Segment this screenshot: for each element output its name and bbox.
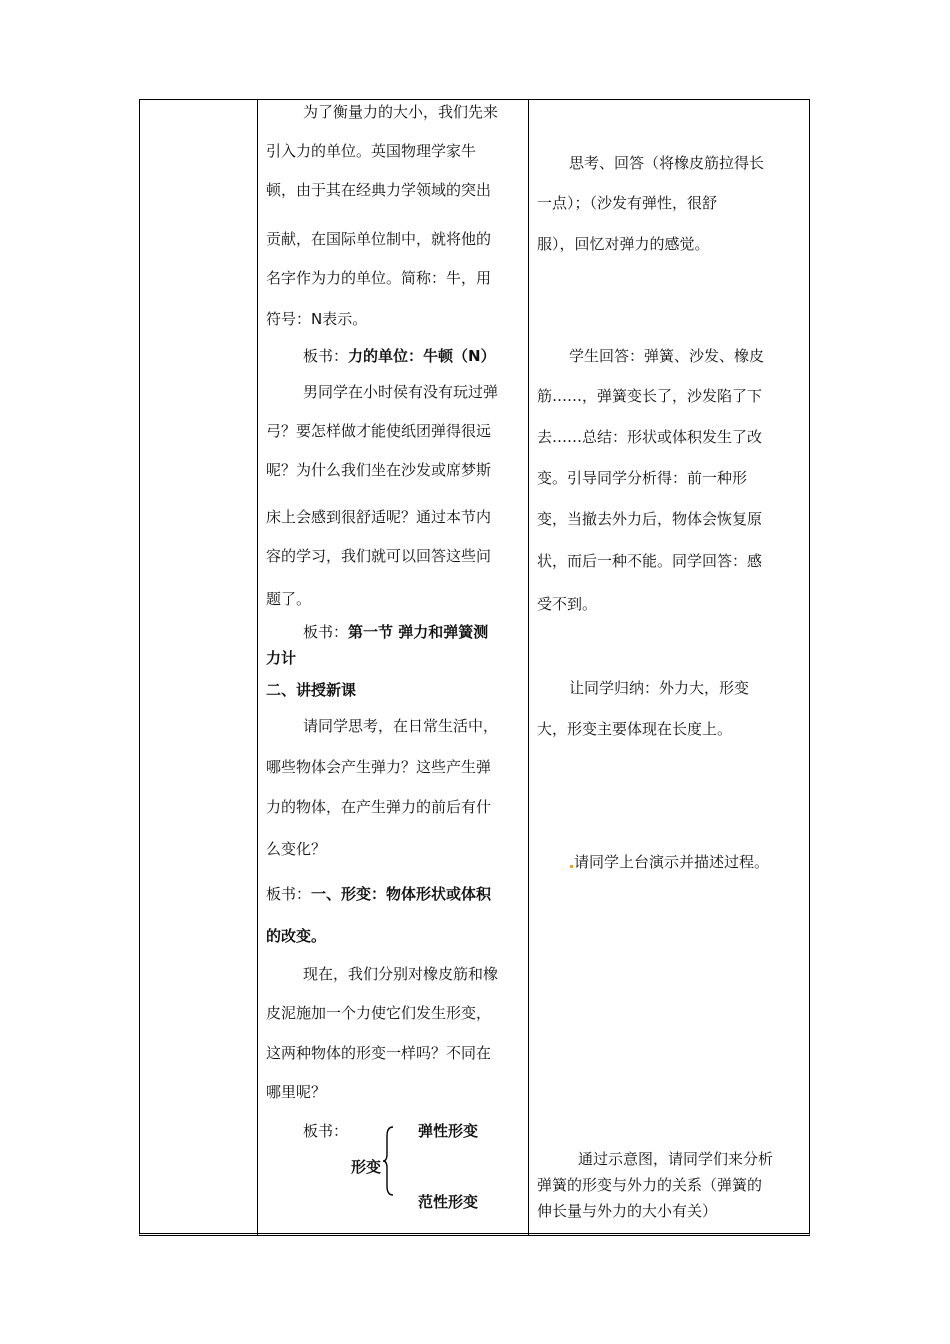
diagram-branch-top: 弹性形变 — [418, 1122, 479, 1140]
column-divider-1 — [257, 99, 258, 1236]
paragraph-line: 题了。 — [266, 590, 312, 608]
column-divider-2 — [528, 99, 529, 1236]
paragraph-line: 哪些物体会产生弹力？这些产生弹 — [266, 758, 492, 776]
paragraph-line: 容的学习，我们就可以回答这些问 — [266, 547, 492, 565]
paragraph-line: 名字作为力的单位。简称：牛，用 — [266, 269, 492, 287]
paragraph-line: 么变化？ — [266, 840, 327, 858]
paragraph-line: 变。引导同学分析得：前一种形 — [537, 469, 748, 487]
paragraph-line: 床上会感到很舒适呢？通过本节内 — [266, 508, 492, 526]
paragraph-line: 请同学思考，在日常生活中， — [303, 717, 499, 735]
paragraph-line: 通过示意图，请同学们来分析 — [578, 1150, 774, 1168]
paragraph-line: 大，形变主要体现在长度上。 — [537, 720, 733, 738]
orange-dot-mark — [570, 865, 573, 868]
paragraph-line: 现在，我们分别对橡皮筋和橡 — [303, 965, 499, 983]
paragraph-line: 筋……，弹簧变长了，沙发陷了下 — [537, 387, 763, 405]
paragraph-line: 服），回忆对弹力的感觉。 — [537, 235, 710, 253]
paragraph-line: 让同学归纳：外力大，形变 — [569, 679, 750, 697]
paragraph-line: 变，当撤去外力后，物体会恢复原 — [537, 510, 763, 528]
paragraph-line: 引入力的单位。英国物理学家牛 — [266, 142, 477, 160]
paragraph-line: 哪里呢？ — [266, 1083, 327, 1101]
board-note-2-cont: 力计 — [266, 649, 297, 667]
paragraph-line: 为了衡量力的大小，我们先来 — [303, 103, 499, 121]
paragraph-line: 符号：N表示。 — [266, 310, 368, 328]
board-note-3-cont: 的改变。 — [266, 927, 327, 945]
paragraph-line: 思考、回答（将橡皮筋拉得长 — [569, 154, 765, 172]
paragraph-line: 男同学在小时侯有没有玩过弹 — [303, 383, 499, 401]
section-heading: 二、讲授新课 — [266, 681, 357, 699]
board-note-4: 板书： — [303, 1122, 349, 1140]
paragraph-line: 贡献，在国际单位制中，就将他的 — [266, 230, 492, 248]
paragraph-line: 状，而后一种不能。同学回答：感 — [537, 552, 763, 570]
paragraph-line: 一点）；（沙发有弹性，很舒 — [537, 194, 718, 212]
paragraph-line: 这两种物体的形变一样吗？不同在 — [266, 1044, 492, 1062]
paragraph-line: 顿，由于其在经典力学领域的突出 — [266, 181, 492, 199]
paragraph-line: 学生回答：弹簧、沙发、橡皮 — [569, 347, 765, 365]
board-note-2: 板书：第一节 弹力和弹簧测 — [303, 623, 489, 641]
brace-icon — [382, 1126, 394, 1196]
paragraph-line: 呢？为什么我们坐在沙发或席梦斯 — [266, 461, 492, 479]
paragraph-line: 请同学上台演示并描述过程。 — [574, 853, 770, 871]
paragraph-line: 皮泥施加一个力使它们发生形变， — [266, 1004, 492, 1022]
diagram-root: 形变 — [351, 1158, 382, 1176]
diagram-branch-bottom: 范性形变 — [418, 1193, 479, 1211]
paragraph-line: 去……总结：形状或体积发生了改 — [537, 428, 763, 446]
paragraph-line: 弓？要怎样做才能使纸团弹得很远 — [266, 422, 492, 440]
paragraph-line: 受不到。 — [537, 595, 598, 613]
board-note-1: 板书：力的单位：牛顿（N） — [303, 347, 496, 365]
paragraph-line: 弹簧的形变与外力的关系（弹簧的 — [537, 1176, 763, 1194]
paragraph-line: 力的物体，在产生弹力的前后有什 — [266, 798, 492, 816]
paragraph-line: 伸长量与外力的大小有关） — [537, 1202, 718, 1220]
board-note-3: 板书：一、形变：物体形状或体积 — [266, 885, 492, 903]
